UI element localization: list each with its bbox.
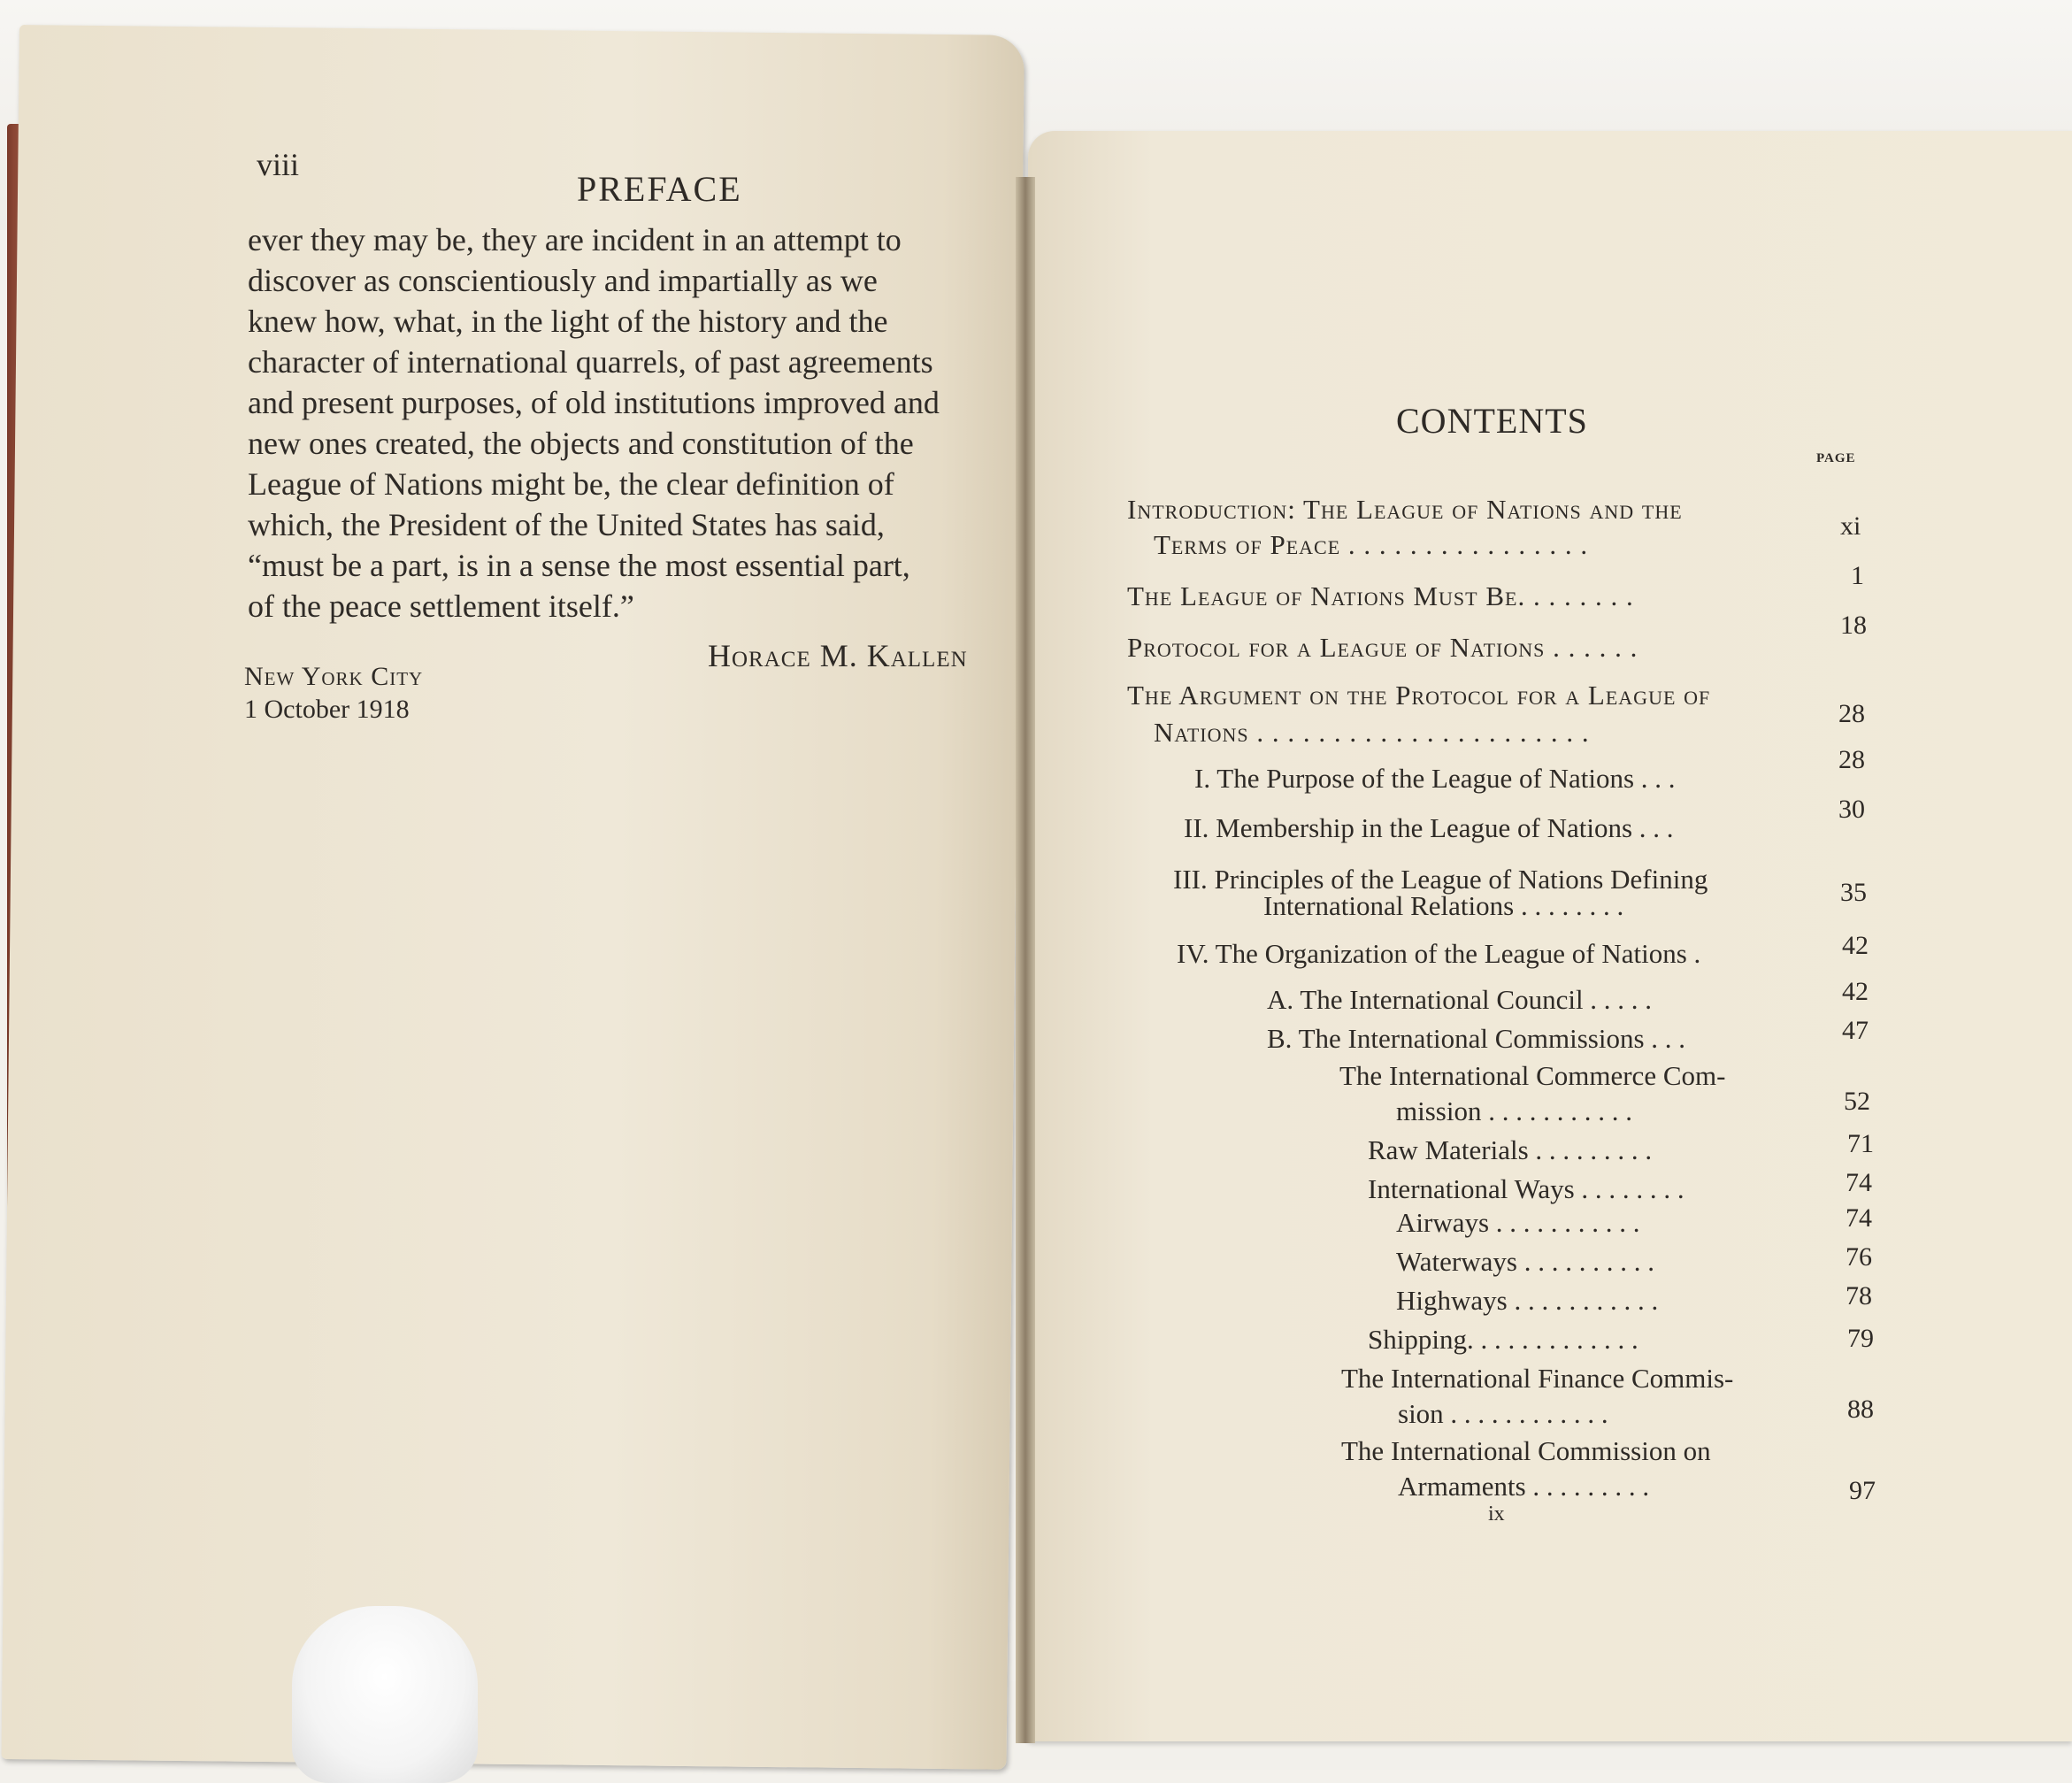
toc-page-number: 35: [1840, 878, 1867, 907]
toc-entry-line: Protocol for a League of Nations . . . . . .: [1127, 632, 1638, 663]
place-line: New York City: [244, 662, 424, 691]
toc-page-number: 1: [1851, 561, 1864, 590]
preface-line: and present purposes, of old institutions improved and: [248, 385, 940, 420]
toc-entry-line: The League of Nations Must Be. . . . . . . .: [1127, 580, 1634, 611]
toc-page-number: 79: [1847, 1324, 1874, 1353]
preface-line: knew how, what, in the light of the history and the: [248, 304, 888, 339]
toc-entry-line: II. Membership in the League of Nations . . .: [1184, 812, 1674, 843]
preface-line: discover as conscientiously and impartially as we: [248, 263, 878, 298]
toc-entry-line: A. The International Council . . . . .: [1267, 984, 1653, 1015]
toc-entry-line: Raw Materials . . . . . . . . .: [1368, 1134, 1653, 1165]
contents-heading: CONTENTS: [1396, 401, 1588, 441]
toc-page-number: 78: [1846, 1281, 1872, 1310]
toc-entry-line: Introduction: The League of Nations and the: [1127, 494, 1683, 525]
toc-entry-line: Nations . . . . . . . . . . . . . . . . . . . . . .: [1154, 717, 1590, 748]
toc-page-number: 52: [1844, 1087, 1870, 1116]
toc-entry-line: The Argument on the Protocol for a League of: [1127, 680, 1711, 711]
toc-entry-line: IV. The Organization of the League of Nations .: [1177, 938, 1701, 969]
toc-page-number: 97: [1849, 1476, 1876, 1505]
toc-page-number: 42: [1842, 931, 1869, 960]
toc-page-number: xi: [1840, 511, 1861, 541]
preface-line: which, the President of the United States has said,: [248, 507, 885, 542]
toc-entry-line: Terms of Peace . . . . . . . . . . . . . . . .: [1154, 529, 1589, 560]
toc-entry-line: Highways . . . . . . . . . . .: [1396, 1285, 1659, 1316]
toc-entry-line: Shipping. . . . . . . . . . . . .: [1368, 1324, 1638, 1355]
right-folio: ix: [1488, 1502, 1505, 1526]
left-folio: viii: [257, 147, 300, 182]
preface-line: new ones created, the objects and constitution of the: [248, 426, 914, 461]
preface-line: character of international quarrels, of past agreements: [248, 344, 933, 380]
toc-entry-line: B. The International Commissions . . .: [1267, 1023, 1686, 1054]
toc-page-number: 18: [1840, 611, 1867, 640]
toc-entry-line: III. Principles of the League of Nations Defining: [1173, 864, 1708, 895]
toc-entry-line: I. The Purpose of the League of Nations . . .: [1194, 763, 1676, 794]
toc-page-number: 28: [1838, 699, 1865, 728]
toc-entry-line: Airways . . . . . . . . . . .: [1396, 1207, 1640, 1238]
toc-page-number: 42: [1842, 977, 1869, 1006]
preface-line: of the peace settlement itself.”: [248, 588, 634, 624]
toc-entry-line: sion . . . . . . . . . . . .: [1398, 1398, 1608, 1429]
toc-entry-line: International Relations . . . . . . . .: [1263, 890, 1624, 921]
toc-entry-line: The International Finance Commis-: [1341, 1363, 1734, 1394]
toc-entry-line: The International Commerce Com-: [1339, 1060, 1726, 1091]
toc-entry-line: International Ways . . . . . . . .: [1368, 1173, 1684, 1204]
preface-line: League of Nations might be, the clear definition of: [248, 466, 894, 502]
toc-entry-line: Waterways . . . . . . . . . .: [1396, 1246, 1654, 1277]
toc-page-number: 74: [1846, 1203, 1872, 1233]
toc-entry-line: mission . . . . . . . . . . .: [1396, 1095, 1632, 1126]
preface-line: ever they may be, they are incident in an attempt to: [248, 222, 902, 257]
toc-page-number: 28: [1838, 745, 1865, 774]
toc-page-number: 30: [1838, 795, 1865, 824]
page-column-label: PAGE: [1816, 451, 1856, 465]
running-head: PREFACE: [577, 169, 742, 209]
signature: Horace M. Kallen: [708, 638, 968, 673]
toc-entry-line: The International Commission on: [1341, 1435, 1711, 1466]
preface-line: “must be a part, is in a sense the most essential part,: [248, 548, 910, 583]
toc-page-number: 47: [1842, 1016, 1869, 1045]
toc-page-number: 76: [1846, 1242, 1872, 1272]
white-glove: [292, 1606, 478, 1783]
toc-page-number: 88: [1847, 1395, 1874, 1424]
date-line: 1 October 1918: [244, 695, 410, 724]
toc-page-number: 74: [1846, 1168, 1872, 1197]
toc-entry-line: Armaments . . . . . . . . .: [1398, 1471, 1650, 1502]
book-gutter: [1016, 177, 1035, 1743]
toc-page-number: 71: [1847, 1129, 1874, 1158]
